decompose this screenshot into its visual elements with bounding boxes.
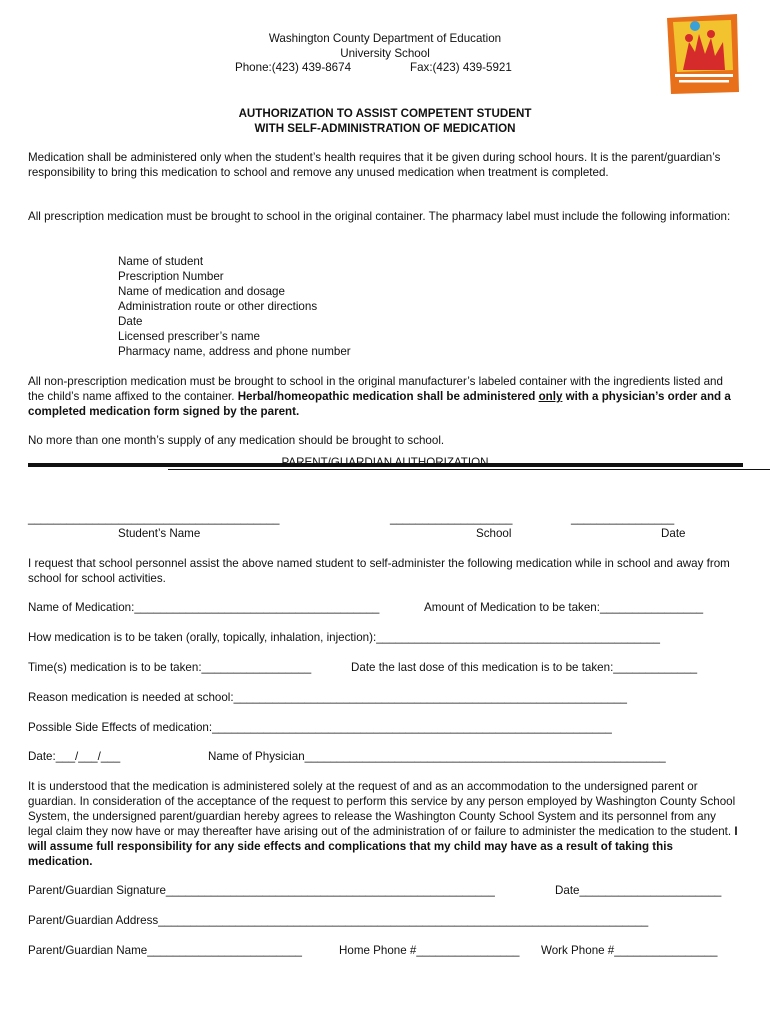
phone-number: Phone:(423) 439-8674 [235,61,352,74]
student-name-label: Student’s Name [118,527,201,540]
herbal-rule-text: Herbal/homeopathic medication shall be administered [237,390,539,403]
nonprescription-text: All non-prescription medication must be brought to school in the original manufacturer’s labeled container with the ingredients listed and the child’s name affixed to the container. [28,375,723,403]
org-name: Washington County Department of Education [268,32,502,45]
student-name-line[interactable]: _______________________________________ [28,512,280,525]
signature-date-field[interactable]: Date______________________ [555,884,722,897]
liability-text: It is understood that the medication is administered solely at the request of and as an accommodation to the undersigned parent or guardian. In consideration of the acceptance of the request to perform this service by any person employed by Washington County School System, the undersigned parent/guardian hereby agrees to release the Washington County School System and its personnel from any legal claim they now have or may thereafter have arising out of the administration of or failure to administer the medication to the student. [28,780,736,838]
form-title-line2: WITH SELF-ADMINISTRATION OF MEDICATION [254,122,516,135]
school-name: University School [340,47,430,60]
intro-paragraph-1: Medication shall be administered only when the student’s health requires that it be given during school hours. It is the parent/guardian’s responsibility to bring this medication to school and remove any unused medication when treatment is completed. [28,151,721,179]
work-phone-field[interactable]: Work Phone #________________ [541,944,718,957]
school-logo [663,12,741,96]
intro-paragraph-4: No more than one month’s supply of any medication should be brought to school. [28,434,445,447]
request-statement: I request that school personnel assist the above named student to self-administer the following medication while in school and away from school for school activities. [28,557,730,585]
liability-statement [28,779,740,869]
date-line[interactable]: ________________ [571,512,675,525]
reason-field[interactable]: Reason medication is needed at school:_____________________________________________________________ [28,691,627,704]
date-label: Date [661,527,686,540]
list-item: Name of medication and dosage [118,285,285,298]
only-emphasis: only [538,390,563,403]
label-requirements-list [118,254,351,359]
list-item: Name of student [118,255,204,268]
date-field[interactable]: Date:___/___/___ [28,750,121,763]
side-effects-field[interactable]: Possible Side Effects of medication:______________________________________________________________ [28,721,612,734]
list-item: Prescription Number [118,270,224,283]
last-dose-date-field[interactable]: Date the last dose of this medication is to be taken:_____________ [351,661,698,674]
medication-amount-field[interactable]: Amount of Medication to be taken:________________ [424,601,704,614]
guardian-name-field[interactable]: Parent/Guardian Name________________________ [28,944,302,957]
authorization-heading: PARENT/GUARDIAN AUTHORIZATION [281,456,489,469]
list-item: Licensed prescriber’s name [118,330,260,343]
home-phone-field[interactable]: Home Phone #________________ [339,944,520,957]
school-line[interactable]: ___________________ [390,512,513,525]
herbal-rule-text-end: with a physician’s order and a completed medication form signed by the parent. [28,390,731,418]
fax-number: Fax:(423) 439-5921 [410,61,512,74]
administration-method-field[interactable]: How medication is to be taken (orally, topically, inhalation, injection):____________________________________________ [28,631,660,644]
medication-name-field[interactable]: Name of Medication:______________________________________ [28,601,380,614]
list-item: Pharmacy name, address and phone number [118,345,351,358]
intro-paragraph-3 [28,374,740,419]
form-title-line1: AUTHORIZATION TO ASSIST COMPETENT STUDENT [238,107,532,120]
guardian-address-field[interactable]: Parent/Guardian Address____________________________________________________________________________ [28,914,649,927]
responsibility-text: I will assume full responsibility for any side effects and complications that my child may have as a result of taking this medication. [28,825,738,868]
school-label: School [476,527,512,540]
time-taken-field[interactable]: Time(s) medication is to be taken:_________________ [28,661,312,674]
list-item: Date [118,315,143,328]
guardian-signature-field[interactable]: Parent/Guardian Signature___________________________________________________ [28,884,495,897]
intro-paragraph-2: All prescription medication must be brought to school in the original container. The pharmacy label must include the following information: [28,210,731,223]
physician-name-field[interactable]: Name of Physician________________________________________________________ [208,750,666,763]
list-item: Administration route or other directions [118,300,318,313]
